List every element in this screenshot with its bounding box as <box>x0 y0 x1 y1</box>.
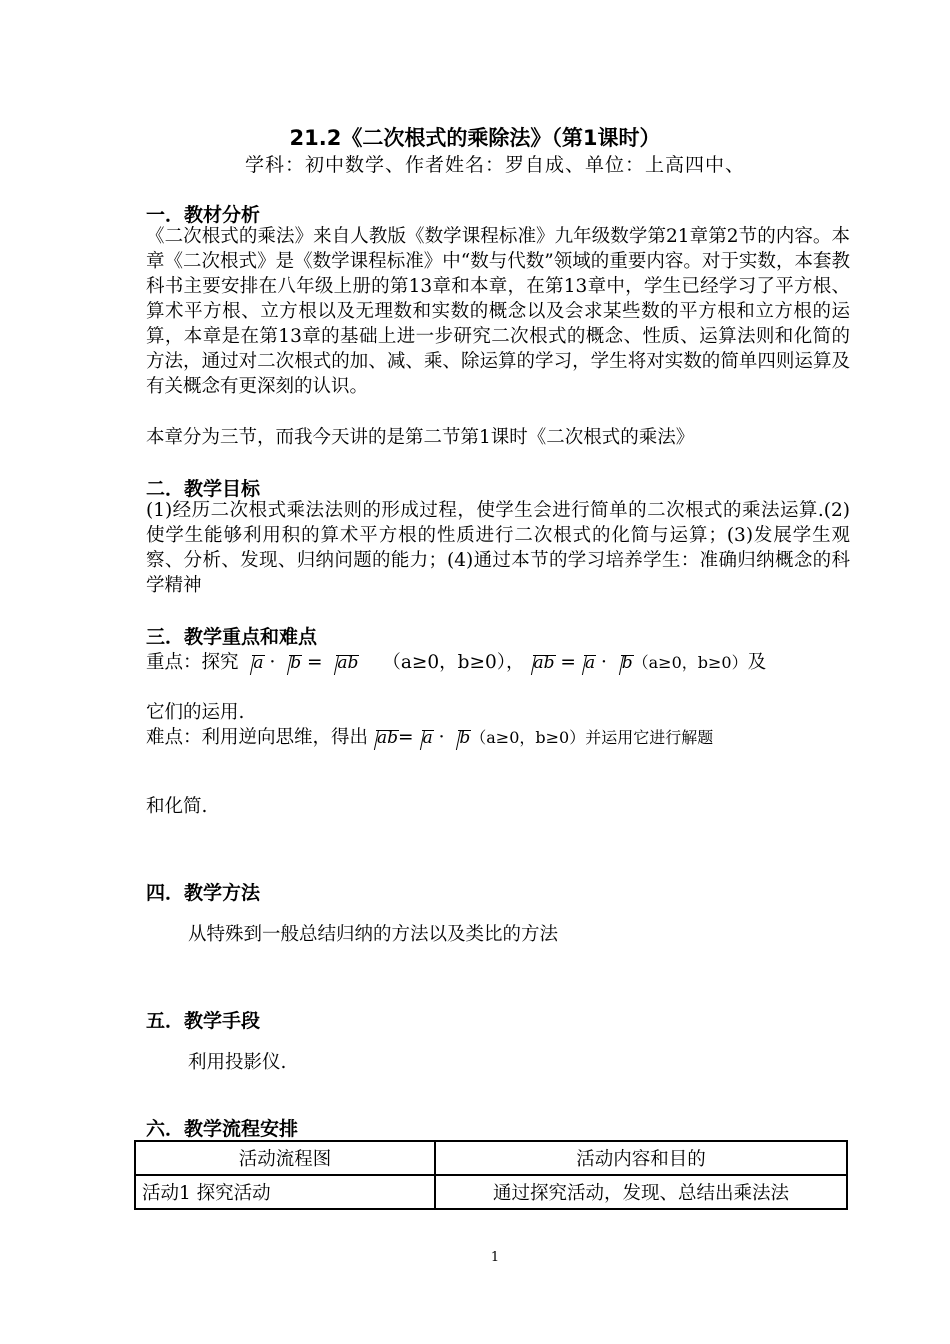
condition-text-2: （a≥0，b≥0） <box>632 653 748 672</box>
key-point-tail: 它们的运用. <box>146 702 245 723</box>
document-title: 21.2《二次根式的乘除法》（第1课时） <box>289 126 661 150</box>
equals-sign-2: = <box>560 652 576 673</box>
teaching-goals-paragraph: (1)经历二次根式乘法法则的形成过程，使学生会进行简单的二次根式的乘法运算.(2)使学生能够利用积的算术平方根的性质进行二次根式的化简与运算；(3)发展学生观察、分析、发现、归纳问题的能力；(4)通过本节的学习培养学生：准确归纳概念的科学精神 <box>146 500 850 596</box>
teaching-flow-table <box>134 1140 848 1210</box>
teaching-method-text: 从特殊到一般总结归纳的方法以及类比的方法 <box>188 924 559 945</box>
section-heading-textbook-analysis: 一．教材分析 <box>146 204 261 226</box>
section-heading-key-points: 三．教学重点和难点 <box>146 626 318 648</box>
key-point-prefix: 重点：探究 <box>146 652 239 673</box>
section-heading-teaching-flow: 六．教学流程安排 <box>146 1118 299 1140</box>
section-heading-teaching-goals: 二．教学目标 <box>146 478 261 500</box>
sqrt-b-formula-2: b <box>613 651 633 676</box>
sqrt-a-formula-3: a <box>414 726 433 751</box>
multiply-dot-3: · <box>438 727 445 748</box>
table-row <box>135 1175 847 1209</box>
table-header-cell: 活动内容和目的 <box>435 1141 847 1175</box>
condition-text: （a≥0，b≥0）， <box>382 652 525 673</box>
equals-sign: = <box>307 652 323 673</box>
difficulty-prefix: 难点：利用逆向思维，得出 <box>146 727 369 748</box>
difficulty-line <box>146 725 713 751</box>
sqrt-ab-formula-2: ab <box>525 651 555 676</box>
multiply-dot: · <box>269 652 276 673</box>
teaching-means-text: 利用投影仪. <box>188 1052 287 1073</box>
page-number: 1 <box>490 1250 500 1265</box>
table-cell: 活动1 探究活动 <box>135 1175 435 1209</box>
key-point-suffix: 及 <box>747 652 767 673</box>
section-heading-teaching-method: 四．教学方法 <box>146 882 261 904</box>
sqrt-b-formula-3: b <box>450 726 470 751</box>
difficulty-suffix: （a≥0，b≥0）并运用它进行解题 <box>470 728 714 747</box>
multiply-dot-2: · <box>600 652 607 673</box>
sqrt-a-formula: a <box>244 651 263 676</box>
sqrt-ab-formula: ab <box>328 651 358 676</box>
sqrt-a-formula-2: a <box>576 651 595 676</box>
textbook-analysis-summary: 本章分为三节，而我今天讲的是第二节第1课时《二次根式的乘法》 <box>146 427 695 448</box>
table-header-row <box>135 1141 847 1175</box>
sqrt-ab-formula-3: ab <box>368 726 398 751</box>
difficulty-tail: 和化简. <box>146 796 208 817</box>
sqrt-b-formula: b <box>281 651 301 676</box>
section-heading-teaching-means: 五．教学手段 <box>146 1010 261 1032</box>
document-subtitle: 学科：初中数学、作者姓名：罗自成、单位：上高四中、 <box>244 154 745 176</box>
table-header-cell: 活动流程图 <box>135 1141 435 1175</box>
key-point-line <box>146 650 766 676</box>
table-cell: 通过探究活动，发现、总结出乘法法 <box>435 1175 847 1209</box>
equals-sign-3: = <box>398 727 414 748</box>
textbook-analysis-paragraph: 《二次根式的乘法》来自人教版《数学课程标准》九年级数学第21章第2节的内容。本章《二次根式》是《数学课程标准》中“数与代数”领域的重要内容。对于实数，本套教科书主要安排在八年级上册的第13章和本章，在第13章中，学生已经学习了平方根、算术平方根、立方根以及无理数和实数的概念以及会求某些数的平方根和立方根的运算，本章是在第13章的基础上进一步研究二次根式的概念、性质、运算法则和化简的方法，通过对二次根式的加、减、乘、除运算的学习，学生将对实数的简单四则运算及有关概念有更深刻的认识。 <box>146 226 850 397</box>
